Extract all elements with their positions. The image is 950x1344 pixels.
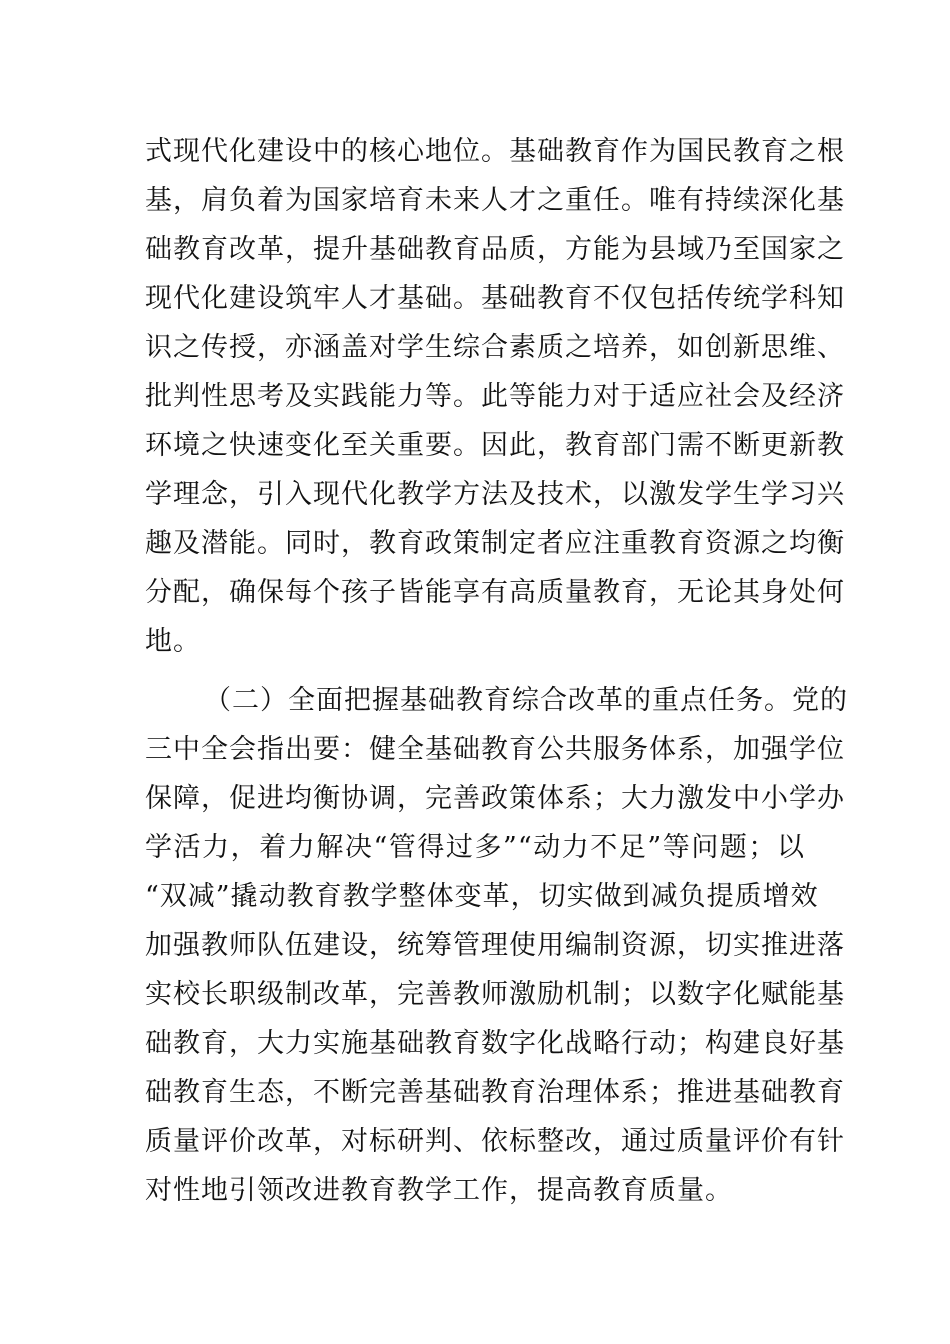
text-line: 础教育改革，提升基础教育品质，方能为县域乃至国家之 (145, 234, 845, 265)
text-line: 学理念，引入现代化教学方法及技术，以激发学生学习兴 (145, 479, 845, 510)
text-line: 批判性思考及实践能力等。此等能力对于适应社会及经济 (145, 381, 845, 412)
text-line: 三中全会指出要：健全基础教育公共服务体系，加强学位 (145, 734, 845, 765)
text-line: （二）全面把握基础教育综合改革的重点任务。党的 (204, 685, 848, 716)
text-line: “双减”撬动教育教学整体变革，切实做到减负提质增效 (145, 881, 819, 912)
text-line: 分配，确保每个孩子皆能享有高质量教育，无论其身处何 (145, 577, 845, 608)
text-line: 基，肩负着为国家培育未来人才之重任。唯有持续深化基 (145, 185, 845, 216)
text-line: 对性地引领改进教育教学工作，提高教育质量。 (145, 1175, 733, 1206)
text-line: 地。 (145, 626, 201, 657)
text-line: 趣及潜能。同时，教育政策制定者应注重教育资源之均衡 (145, 528, 845, 559)
text-line: 保障，促进均衡协调，完善政策体系；大力激发中小学办 (145, 783, 845, 814)
text-line: 学活力，着力解决“管得过多”“动力不足”等问题；以 (145, 832, 805, 863)
text-line: 加强教师队伍建设，统筹管理使用编制资源，切实推进落 (145, 930, 845, 961)
text-line: 实校长职级制改革，完善教师激励机制；以数字化赋能基 (145, 979, 845, 1010)
text-line: 质量评价改革，对标研判、依标整改，通过质量评价有针 (145, 1126, 845, 1157)
text-line: 识之传授，亦涵盖对学生综合素质之培养，如创新思维、 (145, 332, 845, 363)
text-line: 现代化建设筑牢人才基础。基础教育不仅包括传统学科知 (145, 283, 845, 314)
text-line: 环境之快速变化至关重要。因此，教育部门需不断更新教 (145, 430, 845, 461)
text-line: 础教育，大力实施基础教育数字化战略行动；构建良好基 (145, 1028, 845, 1059)
text-line: 础教育生态，不断完善基础教育治理体系；推进基础教育 (145, 1077, 845, 1108)
text-line: 式现代化建设中的核心地位。基础教育作为国民教育之根 (145, 136, 845, 167)
